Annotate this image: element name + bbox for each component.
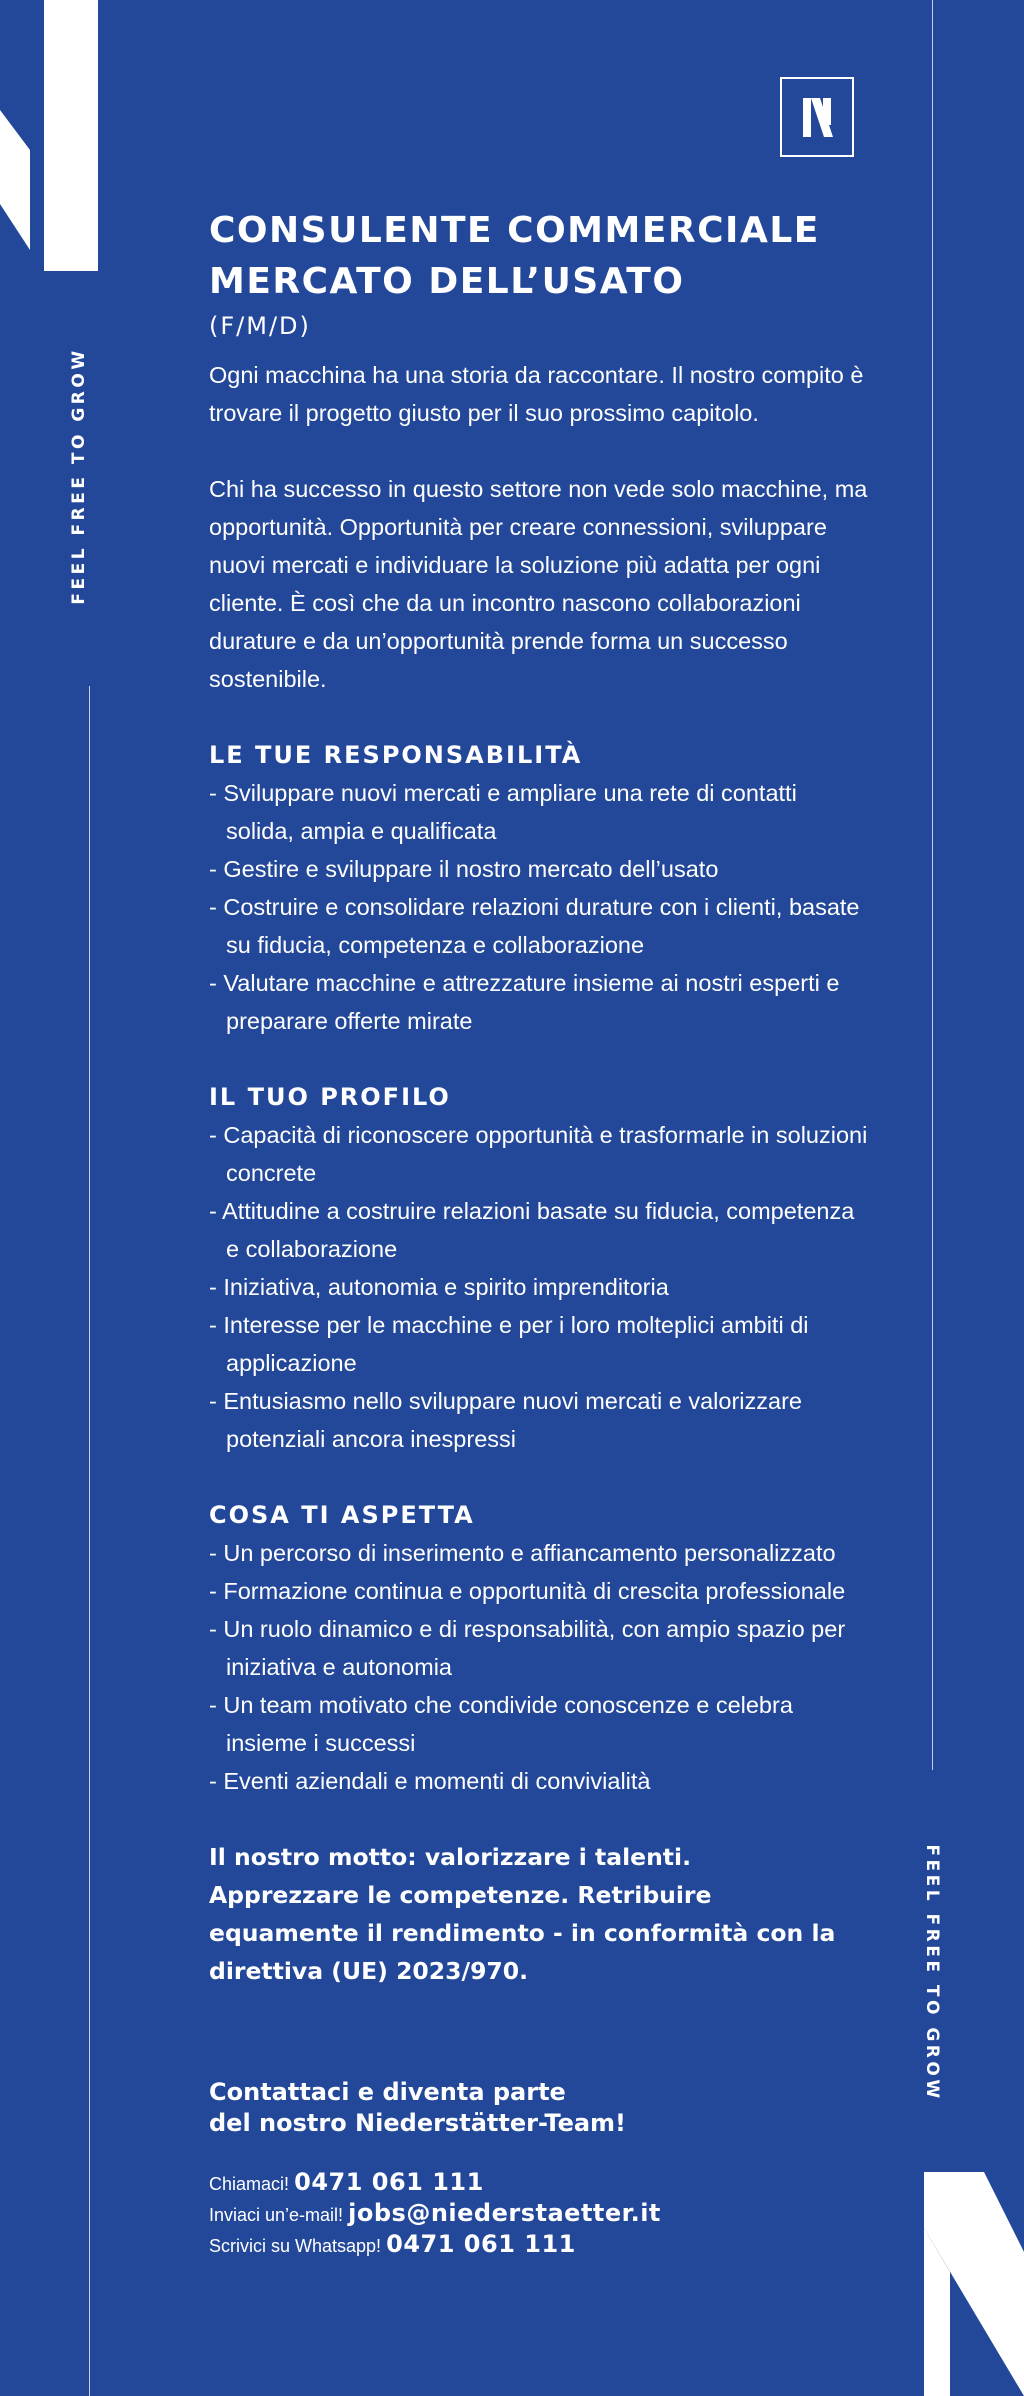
email-link[interactable]: jobs@niederstaetter.it bbox=[348, 2199, 661, 2227]
list-item: - Eventi aziendali e momenti di convivialità bbox=[209, 1768, 651, 1794]
list-item: - Attitudine a costruire relazioni basate su fiducia, competenza e collaborazione bbox=[209, 1198, 855, 1262]
list-item: - Formazione continua e opportunità di crescita professionale bbox=[209, 1578, 846, 1604]
right-decorative-stripe bbox=[924, 2172, 1024, 2396]
list-item: - Valutare macchine e attrezzature insieme ai nostri esperti e preparare offerte mirate bbox=[209, 970, 840, 1034]
left-divider-line bbox=[89, 686, 90, 2396]
list-item: - Capacità di riconoscere opportunità e trasformarle in soluzioni concrete bbox=[209, 1122, 868, 1186]
right-divider-line bbox=[932, 0, 933, 1770]
contact-block bbox=[209, 2077, 869, 2261]
job-title bbox=[209, 205, 869, 307]
section-responsibilities bbox=[209, 736, 869, 1040]
list-item: - Sviluppare nuovi mercati e ampliare una rete di contatti solida, ampia e qualificata bbox=[209, 780, 797, 844]
section-heading: COSA TI ASPETTA bbox=[209, 1501, 475, 1529]
section-profile bbox=[209, 1078, 869, 1458]
intro-paragraph-1: Ogni macchina ha una storia da raccontare. Il nostro compito è trovare il progetto giusto per il suo prossimo capitolo. bbox=[209, 362, 864, 426]
contact-heading bbox=[209, 2077, 869, 2139]
left-decorative-bar bbox=[44, 0, 98, 271]
gender-note: (F/M/D) bbox=[209, 312, 311, 340]
benefits-list bbox=[209, 1534, 869, 1800]
intro-paragraph-2: Chi ha successo in questo settore non vede solo macchine, ma opportunità. Opportunità per creare connessioni, sviluppare nuovi mercati e individuare la soluzione più adatta per ogni cliente. È così che da un incontro nascono collaborazioni durature e da un’opportunità prende forma un successo sostenibile. bbox=[209, 476, 868, 692]
list-item: - Iniziativa, autonomia e spirito imprenditoria bbox=[209, 1274, 669, 1300]
section-heading: LE TUE RESPONSABILITÀ bbox=[209, 741, 583, 769]
responsibilities-list bbox=[209, 774, 869, 1040]
left-decorative-wedge bbox=[0, 110, 30, 250]
tagline-vertical-right: FEEL FREE TO GROW bbox=[922, 1844, 942, 2102]
list-item: - Costruire e consolidare relazioni durature con i clienti, basate su fiducia, competenza e collaborazione bbox=[209, 894, 860, 958]
list-item: - Un ruolo dinamico e di responsabilità, con ampio spazio per iniziativa e autonomia bbox=[209, 1616, 846, 1680]
n-logo-icon bbox=[782, 79, 852, 155]
job-title-line2: MERCATO DELL’USATO bbox=[209, 261, 685, 302]
list-item: - Un team motivato che condivide conoscenze e celebra insieme i successi bbox=[209, 1692, 793, 1756]
job-title-line1: CONSULENTE COMMERCIALE bbox=[209, 210, 820, 251]
company-motto: Il nostro motto: valorizzare i talenti. Apprezzare le competenze. Retribuire equamente il rendimento - in conformità con la direttiva (UE) 2023/970. bbox=[209, 1843, 836, 1985]
company-logo bbox=[780, 77, 854, 157]
list-item: - Gestire e sviluppare il nostro mercato dell’usato bbox=[209, 856, 719, 882]
list-item: - Interesse per le macchine e per i loro molteplici ambiti di applicazione bbox=[209, 1312, 809, 1376]
contact-phone-line bbox=[209, 2168, 869, 2199]
phone-number-link[interactable]: 0471 061 111 bbox=[294, 2168, 484, 2196]
contact-whatsapp-line bbox=[209, 2230, 869, 2261]
whatsapp-number-link[interactable]: 0471 061 111 bbox=[386, 2230, 576, 2258]
email-label: Inviaci un’e-mail! bbox=[209, 2205, 344, 2225]
list-item: - Un percorso di inserimento e affiancamento personalizzato bbox=[209, 1540, 836, 1566]
section-heading: IL TUO PROFILO bbox=[209, 1083, 451, 1111]
section-benefits bbox=[209, 1496, 869, 1800]
list-item: - Entusiasmo nello sviluppare nuovi mercati e valorizzare potenziali ancora inespressi bbox=[209, 1388, 802, 1452]
contact-heading-line2: del nostro Niederstätter-Team! bbox=[209, 2109, 626, 2137]
tagline-vertical-left: FEEL FREE TO GROW bbox=[69, 347, 89, 605]
profile-list bbox=[209, 1116, 869, 1458]
contact-email-line bbox=[209, 2199, 869, 2230]
phone-label: Chiamaci! bbox=[209, 2174, 290, 2194]
contact-heading-line1: Contattaci e diventa parte bbox=[209, 2078, 566, 2106]
job-posting-content bbox=[209, 205, 869, 2261]
whatsapp-label: Scrivici su Whatsapp! bbox=[209, 2236, 382, 2256]
